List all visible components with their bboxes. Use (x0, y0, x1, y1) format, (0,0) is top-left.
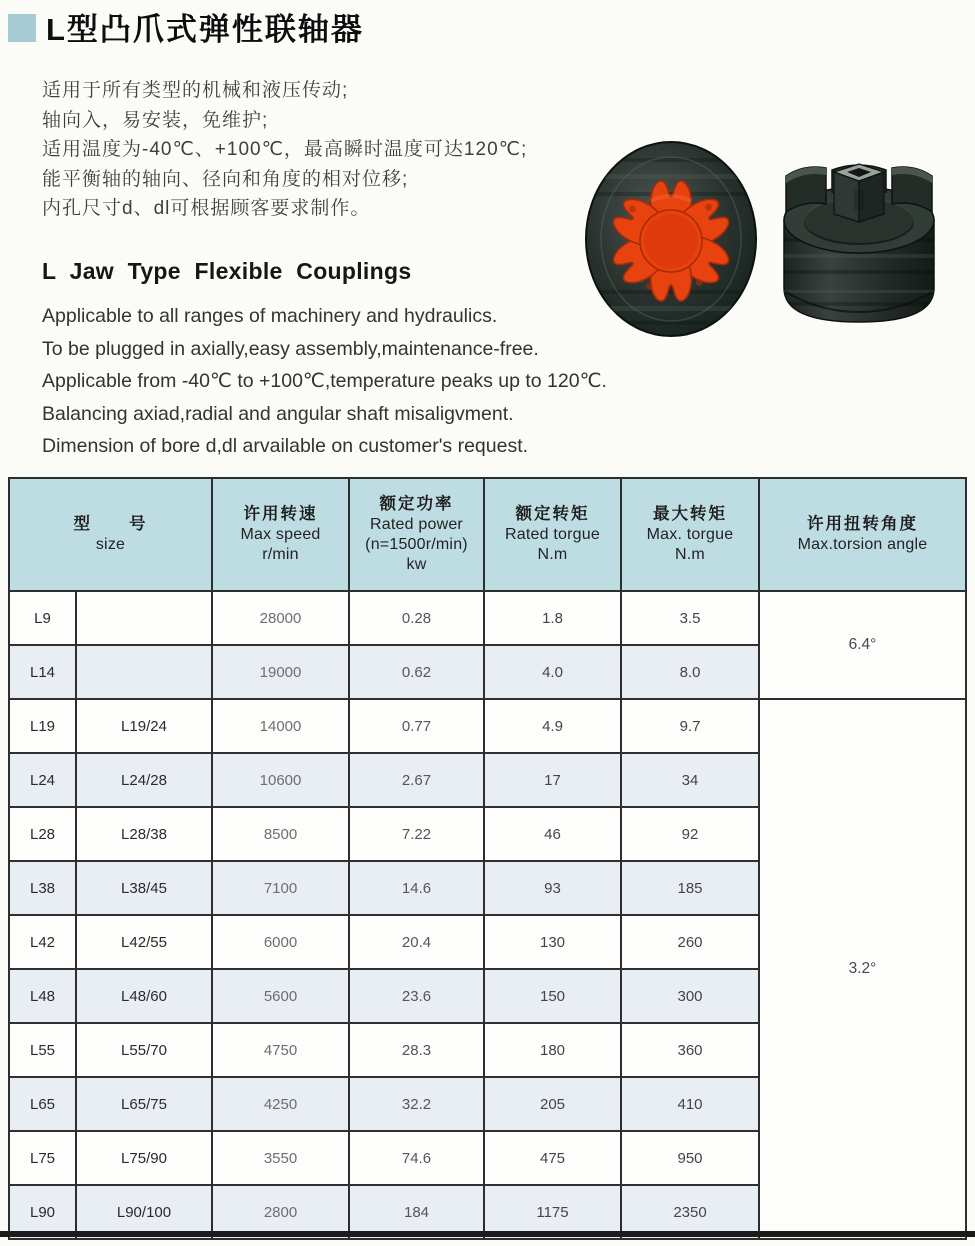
cell-speed: 6000 (212, 915, 349, 969)
cell-power: 32.2 (349, 1077, 484, 1131)
header-max-torque: 最大转矩 Max. torgue N.m (621, 478, 759, 591)
cell-speed: 3550 (212, 1131, 349, 1185)
page-title: L型凸爪式弹性联轴器 (46, 12, 364, 47)
cell-rated-torque: 1.8 (484, 591, 621, 645)
cell-max-torque: 8.0 (621, 645, 759, 699)
english-description-line: To be plugged in axially,easy assembly,maintenance-free. (42, 337, 539, 360)
cell-rated-torque: 4.0 (484, 645, 621, 699)
cell-speed: 4750 (212, 1023, 349, 1077)
cell-speed: 4250 (212, 1077, 349, 1131)
cell-power: 0.62 (349, 645, 484, 699)
bottom-rule (0, 1231, 975, 1237)
chinese-description-line: 内孔尺寸d、dl可根据顾客要求制作。 (42, 198, 371, 219)
cell-model: L48 (9, 969, 76, 1023)
table-row (9, 699, 966, 753)
cell-max-torque: 92 (621, 807, 759, 861)
cell-model: L65 (9, 1077, 76, 1131)
spec-table (8, 477, 967, 1240)
cell-model2: L38/45 (76, 861, 212, 915)
cell-speed: 19000 (212, 645, 349, 699)
cell-rated-torque: 93 (484, 861, 621, 915)
cell-max-torque: 360 (621, 1023, 759, 1077)
cell-rated-torque: 1175 (484, 1185, 621, 1239)
cell-model2: L65/75 (76, 1077, 212, 1131)
cell-rated-torque: 4.9 (484, 699, 621, 753)
cell-torsion-angle: 6.4° (759, 591, 966, 699)
title-bullet-icon (8, 14, 36, 42)
cell-power: 0.28 (349, 591, 484, 645)
english-description-line: Applicable to all ranges of machinery and hydraulics. (42, 305, 498, 327)
cell-torsion-angle: 3.2° (759, 699, 966, 1239)
cell-model: L90 (9, 1185, 76, 1239)
cell-max-torque: 300 (621, 969, 759, 1023)
cell-speed: 5600 (212, 969, 349, 1023)
header-rated-power: 额定功率 Rated power (n=1500r/min) kw (349, 478, 484, 591)
header-torsion-angle: 许用扭转角度 Max.torsion angle (759, 478, 966, 591)
english-title: L Jaw Type Flexible Couplings (42, 258, 412, 284)
cell-max-torque: 2350 (621, 1185, 759, 1239)
cell-rated-torque: 17 (484, 753, 621, 807)
cell-model2: L19/24 (76, 699, 212, 753)
cell-power: 184 (349, 1185, 484, 1239)
table-header-row (9, 478, 966, 591)
cell-power: 74.6 (349, 1131, 484, 1185)
cell-speed: 7100 (212, 861, 349, 915)
cell-rated-torque: 475 (484, 1131, 621, 1185)
english-description-line: Balancing axiad,radial and angular shaft misaligvment. (42, 402, 514, 425)
cell-model: L42 (9, 915, 76, 969)
cell-power: 0.77 (349, 699, 484, 753)
cell-model: L28 (9, 807, 76, 861)
cell-model2: L55/70 (76, 1023, 212, 1077)
cell-rated-torque: 180 (484, 1023, 621, 1077)
english-description-line: Dimension of bore d,dl arvailable on customer's request. (42, 435, 529, 457)
cell-max-torque: 34 (621, 753, 759, 807)
chinese-description-line: 适用温度为-40℃、+100℃，最高瞬时温度可达120℃; (42, 139, 528, 160)
cell-max-torque: 9.7 (621, 699, 759, 753)
table-row (9, 591, 966, 645)
cell-model: L24 (9, 753, 76, 807)
cell-max-torque: 3.5 (621, 591, 759, 645)
cell-power: 28.3 (349, 1023, 484, 1077)
english-description (42, 300, 622, 463)
english-description-line: Applicable from -40℃ to +100℃,temperature peaks up to 120℃. (42, 370, 607, 392)
cell-model: L75 (9, 1131, 76, 1185)
cell-rated-torque: 150 (484, 969, 621, 1023)
cell-power: 20.4 (349, 915, 484, 969)
header-rated-torque: 额定转矩 Rated torgue N.m (484, 478, 621, 591)
cell-model: L9 (9, 591, 76, 645)
coupling-half-view-image (770, 142, 948, 334)
cell-speed: 10600 (212, 753, 349, 807)
coupling-front-view-image (584, 140, 758, 340)
cell-power: 14.6 (349, 861, 484, 915)
cell-model: L14 (9, 645, 76, 699)
cell-rated-torque: 46 (484, 807, 621, 861)
cell-model: L55 (9, 1023, 76, 1077)
chinese-description (42, 76, 602, 224)
cell-max-torque: 260 (621, 915, 759, 969)
header-max-speed: 许用转速 Max speed r/min (212, 478, 349, 591)
cell-model2: L48/60 (76, 969, 212, 1023)
cell-max-torque: 950 (621, 1131, 759, 1185)
cell-power: 23.6 (349, 969, 484, 1023)
cell-model2: L42/55 (76, 915, 212, 969)
cell-max-torque: 185 (621, 861, 759, 915)
cell-speed: 28000 (212, 591, 349, 645)
cell-rated-torque: 205 (484, 1077, 621, 1131)
header-size: 型 号 size (9, 478, 212, 591)
cell-model2: L90/100 (76, 1185, 212, 1239)
spec-table-body (9, 591, 966, 1239)
cell-model2: L75/90 (76, 1131, 212, 1185)
cell-rated-torque: 130 (484, 915, 621, 969)
cell-speed: 14000 (212, 699, 349, 753)
cell-model2: L28/38 (76, 807, 212, 861)
cell-power: 2.67 (349, 753, 484, 807)
cell-model2 (76, 645, 212, 699)
cell-model2: L24/28 (76, 753, 212, 807)
cell-power: 7.22 (349, 807, 484, 861)
chinese-description-line: 能平衡轴的轴向、径向和角度的相对位移; (42, 168, 409, 190)
cell-speed: 2800 (212, 1185, 349, 1239)
chinese-description-line: 轴向入，易安装，免维护; (42, 109, 269, 131)
cell-speed: 8500 (212, 807, 349, 861)
chinese-description-line: 适用于所有类型的机械和液压传动; (42, 80, 349, 101)
cell-max-torque: 410 (621, 1077, 759, 1131)
cell-model: L38 (9, 861, 76, 915)
cell-model: L19 (9, 699, 76, 753)
cell-model2 (76, 591, 212, 645)
